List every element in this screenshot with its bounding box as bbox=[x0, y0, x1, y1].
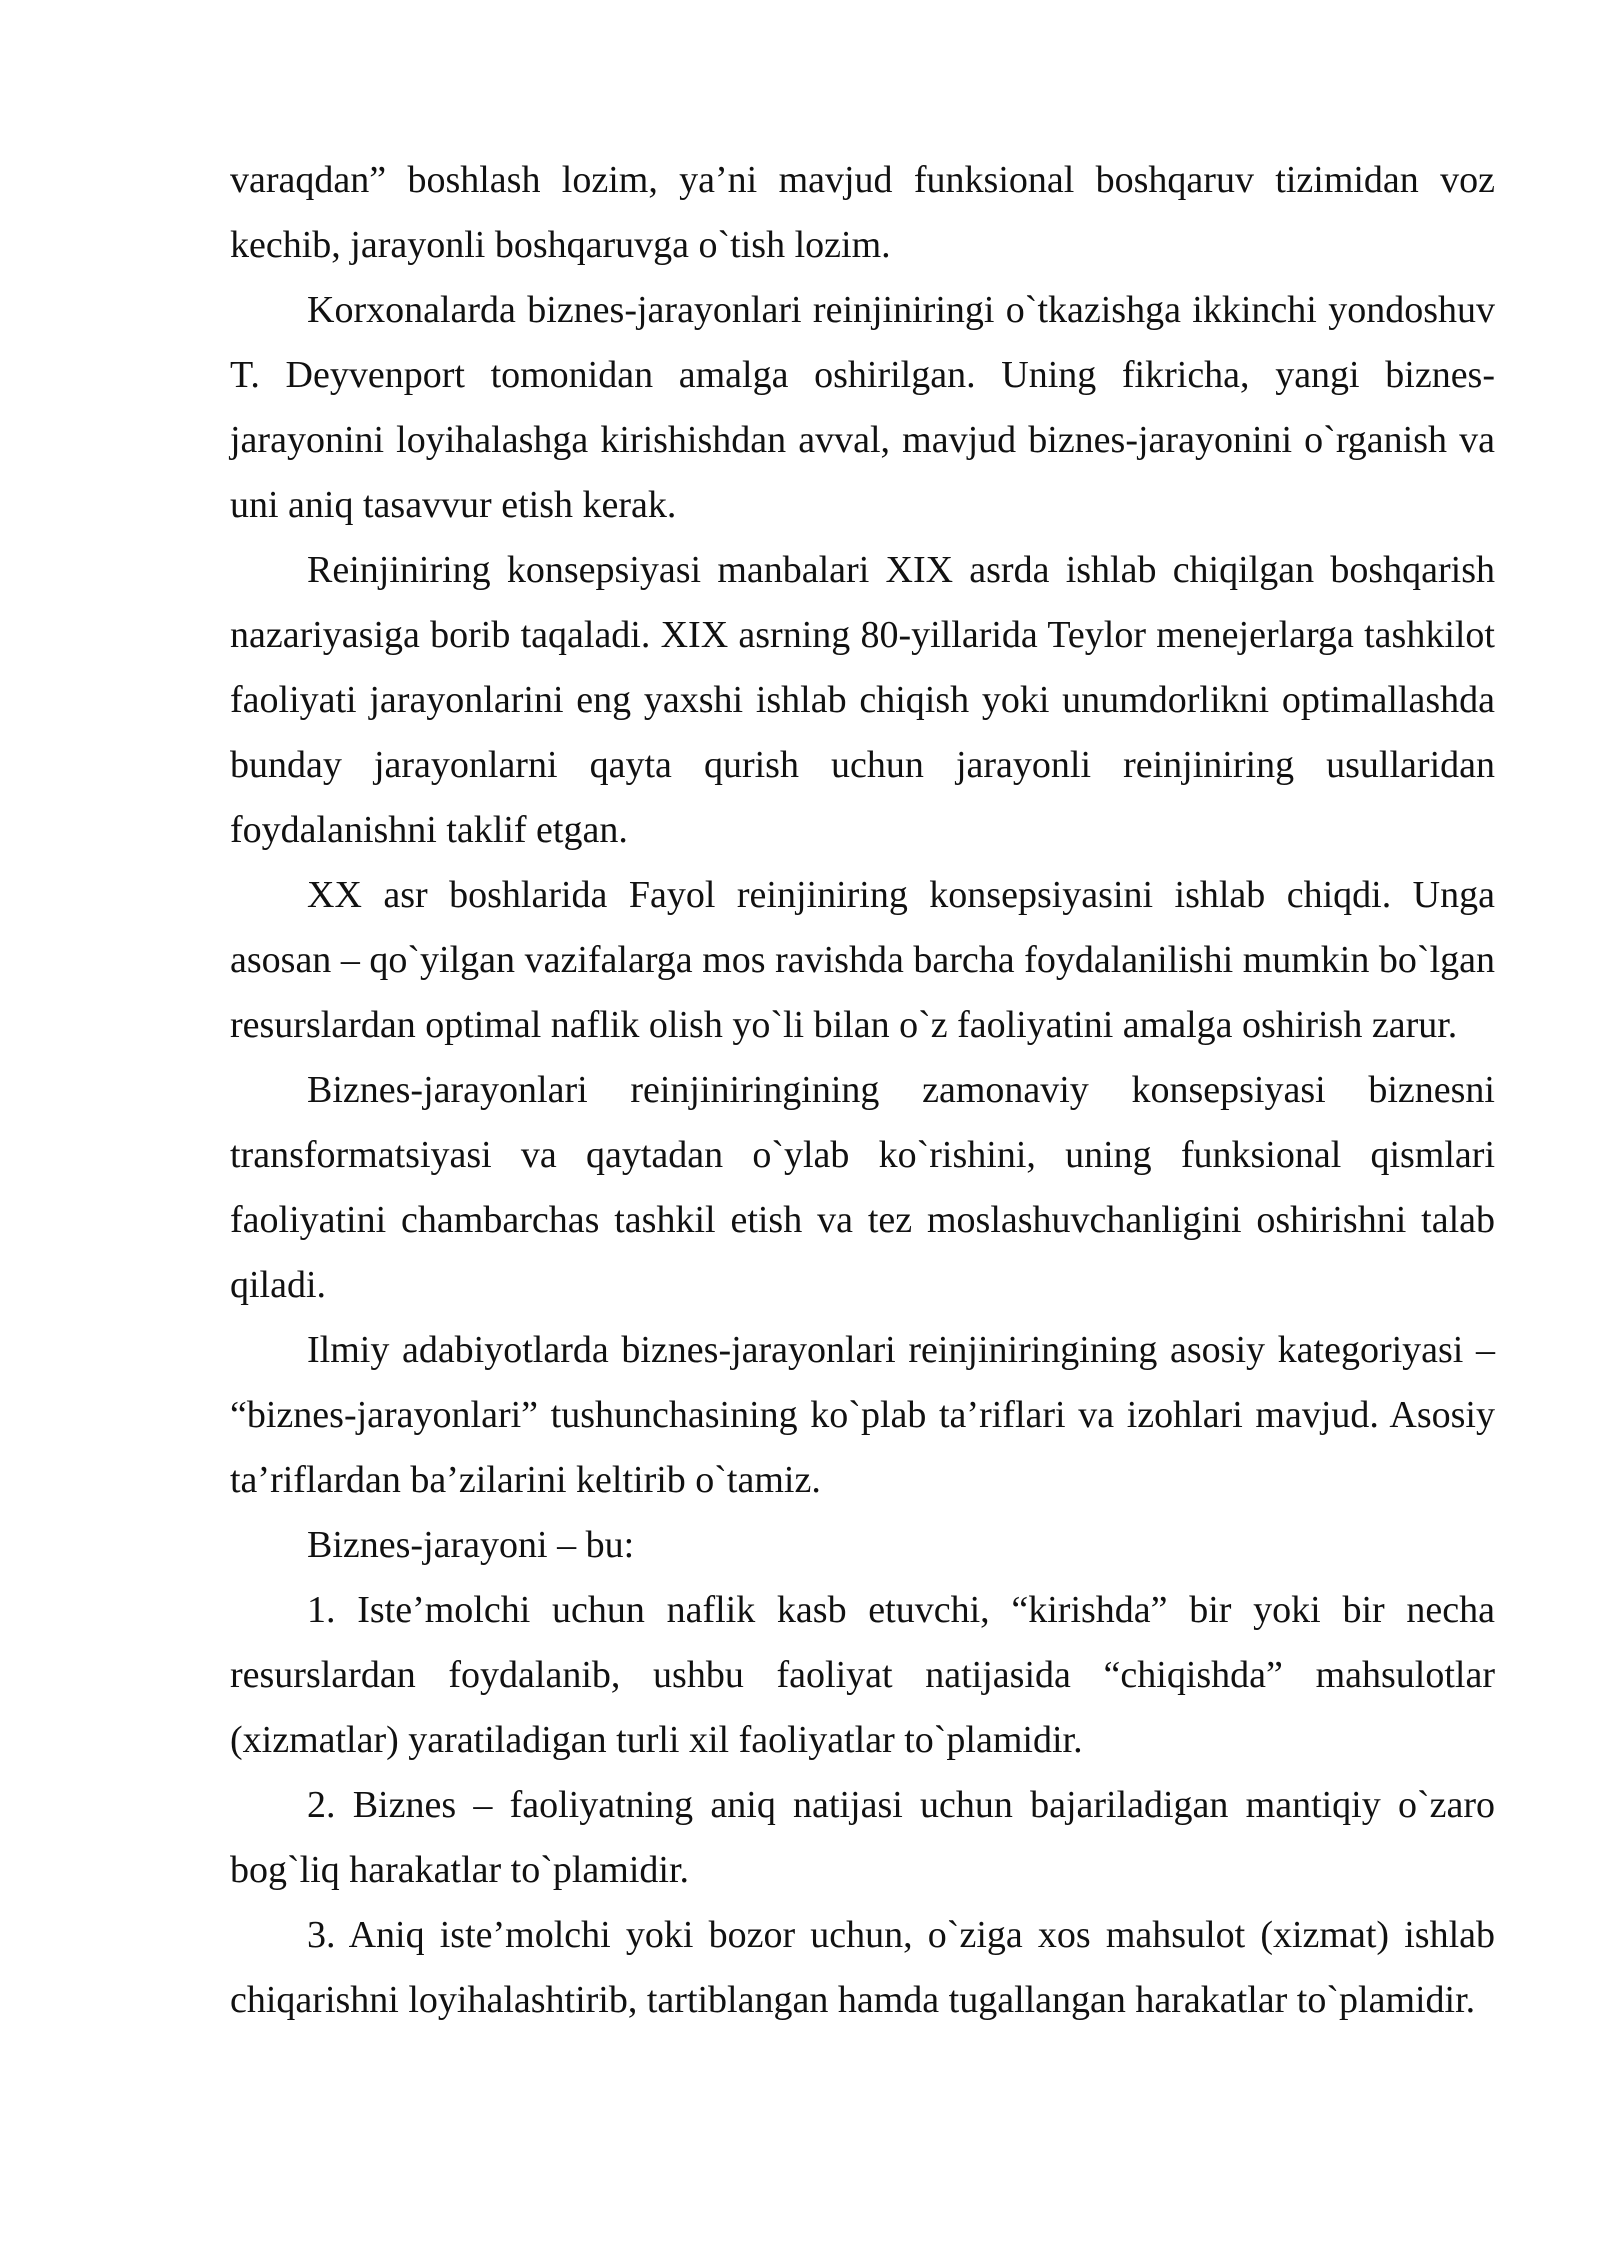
paragraph-davenport: Korxonalarda biznes-jarayonlari reinjiniringi o`tkazishga ikkinchi yondoshuv T. Deyvenport tomonidan amalga oshirilgan. Uning fikricha, yangi biznes-jarayonini loyihalashga kirishishdan avval, mavjud biznes-jarayonini o`rganish va uni aniq tasavvur etish kerak. bbox=[230, 289, 1495, 526]
list-item-definition-3: 3. Aniq iste’molchi yoki bozor uchun, o`ziga xos mahsulot (xizmat) ishlab chiqarishni loyihalashtirib, tartiblangan hamda tugallangan harakatlar to`plamidir. bbox=[230, 1914, 1495, 2021]
paragraph-definition-intro: Biznes-jarayoni – bu: bbox=[307, 1524, 635, 1566]
paragraph-continuation: varaqdan” boshlash lozim, ya’ni mavjud funksional boshqaruv tizimidan voz kechib, jarayonli boshqaruvga o`tish lozim. bbox=[230, 159, 1495, 266]
paragraph-fayol: XX asr boshlarida Fayol reinjiniring konsepsiyasini ishlab chiqdi. Unga asosan – qo`yilgan vazifalarga mos ravishda barcha foydalanilishi mumkin bo`lgan resurslardan optimal naflik olish yo`li bilan o`z faoliyatini amalga oshirish zarur. bbox=[230, 874, 1495, 1046]
paragraph-taylor: Reinjiniring konsepsiyasi manbalari XIX asrda ishlab chiqilgan boshqarish nazariyasiga borib taqaladi. XIX asrning 80-yillarida Teylor menejerlarga tashkilot faoliyati jarayonlarini eng yaxshi ishlab chiqish yoki unumdorlikni optimallashda bunday jarayonlarni qayta qurish uchun jarayonli reinjiniring usullaridan foydalanishni taklif etgan. bbox=[230, 549, 1495, 851]
list-item-definition-2: 2. Biznes – faoliyatning aniq natijasi uchun bajariladigan mantiqiy o`zaro bog`liq harakatlar to`plamidir. bbox=[230, 1784, 1495, 1891]
paragraph-literature: Ilmiy adabiyotlarda biznes-jarayonlari reinjiniringining asosiy kategoriyasi – “biznes-jarayonlari” tushunchasining ko`plab ta’riflari va izohlari mavjud. Asosiy ta’riflardan ba’zilarini keltirib o`tamiz. bbox=[230, 1329, 1495, 1501]
list-item-definition-1: 1. Iste’molchi uchun naflik kasb etuvchi, “kirishda” bir yoki bir necha resurslardan foydalanib, ushbu faoliyat natijasida “chiqishda” mahsulotlar (xizmatlar) yaratiladigan turli xil faoliyatlar to`plamidir. bbox=[230, 1589, 1495, 1761]
document-page bbox=[230, 148, 1495, 2033]
paragraph-modern-concept: Biznes-jarayonlari reinjiniringining zamonaviy konsepsiyasi biznesni transformatsiyasi va qaytadan o`ylab ko`rishini, uning funksional qismlari faoliyatini chambarchas tashkil etish va tez moslashuvchanligini oshirishni talab qiladi. bbox=[230, 1069, 1495, 1306]
